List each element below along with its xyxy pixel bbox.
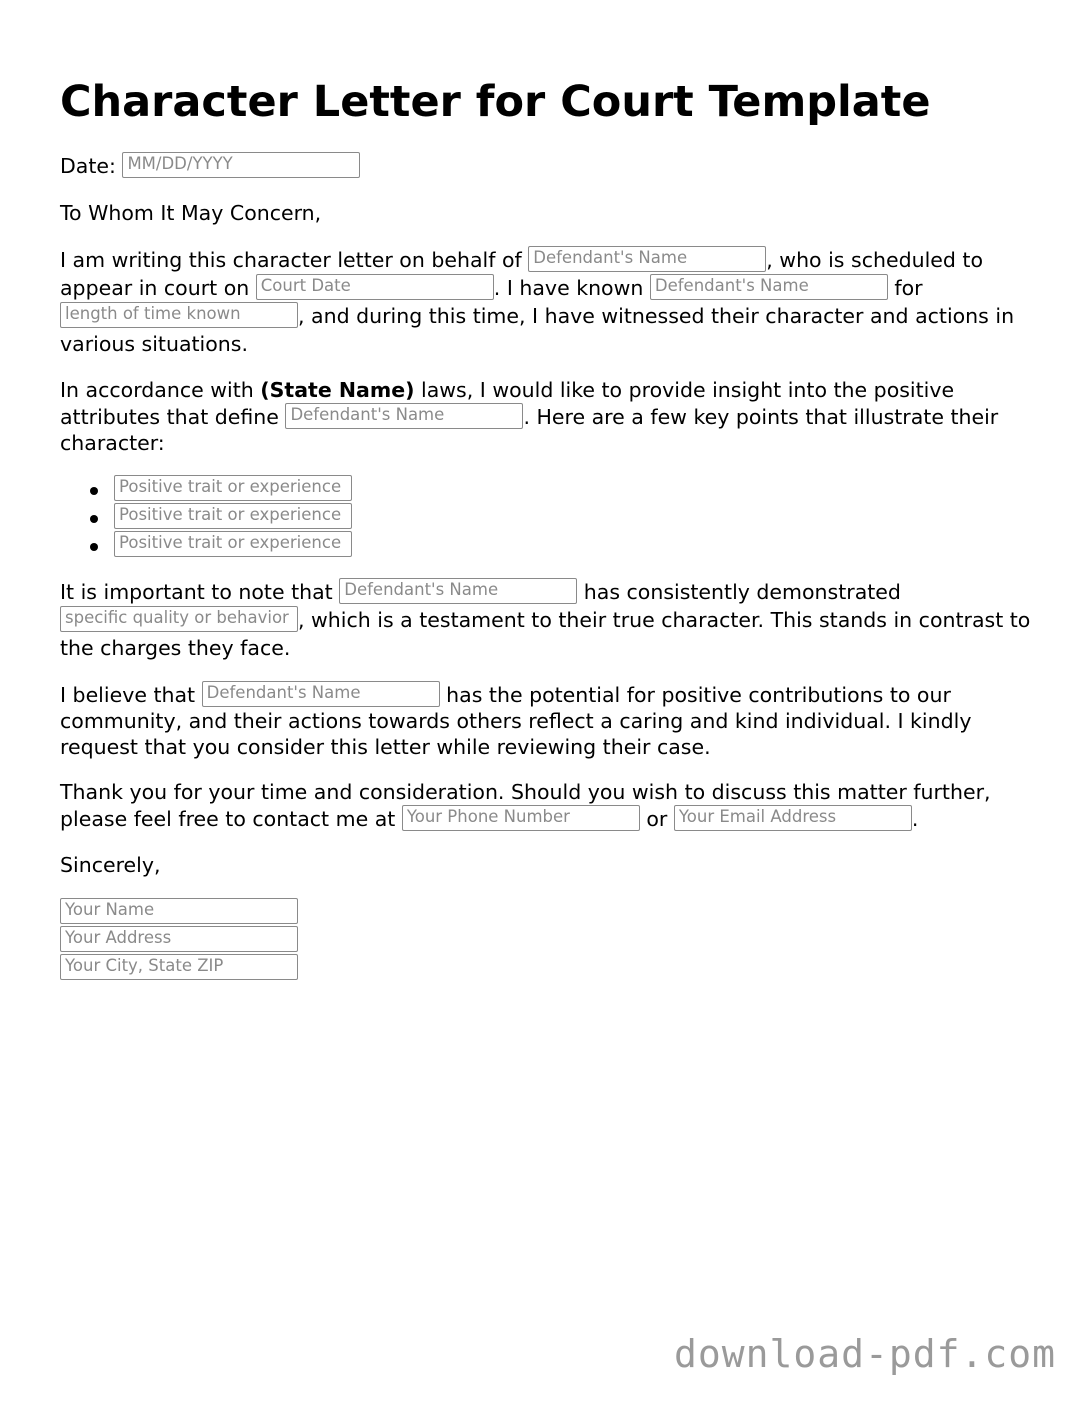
time-known-field[interactable]: length of time known [60, 302, 298, 328]
text-segment: , and during this time, I have witnessed their character and actions in various situations. [60, 304, 1015, 356]
positive-trait-field[interactable]: Positive trait or experience [114, 503, 352, 529]
page-title: Character Letter for Court Template [60, 77, 931, 127]
court-date-field[interactable]: Court Date [256, 274, 494, 300]
paragraph-attributes [60, 377, 1035, 456]
text-segment: . I have known [493, 276, 644, 300]
text-segment: . [911, 807, 919, 831]
text-segment: , which is a testament to their true character. This stands in contrast to the charges they face. [60, 608, 1031, 660]
defendant-name-field[interactable]: Defendant's Name [528, 246, 766, 272]
list-item [114, 531, 1035, 559]
positive-trait-field[interactable]: Positive trait or experience [114, 475, 352, 501]
watermark: download-pdf.com [673, 1332, 1056, 1376]
text-segment: It is important to note that [60, 580, 333, 604]
your-address-field[interactable]: Your Address [60, 926, 298, 952]
defendant-name-field[interactable]: Defendant's Name [202, 681, 440, 707]
date-line [60, 152, 1035, 180]
salutation: To Whom It May Concern, [60, 201, 322, 225]
defendant-name-field[interactable]: Defendant's Name [285, 403, 523, 429]
text-segment: laws, I would like to provide insight into the positive attributes that define [60, 378, 955, 429]
specific-quality-field[interactable]: specific quality or behavior [60, 606, 298, 632]
list-item [114, 475, 1035, 503]
paragraph-consistency [60, 578, 1035, 662]
bullet-icon [90, 487, 98, 495]
paragraph-introduction [60, 246, 1035, 358]
defendant-name-field[interactable]: Defendant's Name [650, 274, 888, 300]
list-item [114, 503, 1035, 531]
text-segment: I am writing this character letter on behalf of [60, 248, 522, 272]
text-segment: I believe that [60, 683, 196, 707]
closing: Sincerely, [60, 853, 161, 877]
state-name-text: (State Name) [260, 378, 415, 402]
text-segment: . Here are a few key points that illustrate their character: [60, 405, 999, 455]
text-segment: has the potential for positive contributions to our community, and their actions towards others reflect a caring and kind individual. I kindly request that you consider this letter while reviewing their case. [60, 683, 972, 759]
paragraph-contact [60, 779, 1035, 832]
text-segment: Thank you for your time and consideration. Should you wish to discuss this matter further, please feel free to contact me at [60, 780, 991, 831]
text-segment: , who is scheduled to appear in court on [60, 248, 983, 300]
signature-block [60, 898, 1035, 980]
positive-trait-field[interactable]: Positive trait or experience [114, 531, 352, 557]
text-segment: or [646, 807, 668, 831]
date-label: Date: [60, 154, 116, 178]
letter-body [60, 152, 1035, 982]
defendant-name-field[interactable]: Defendant's Name [339, 578, 577, 604]
email-address-field[interactable]: Your Email Address [674, 805, 912, 831]
phone-number-field[interactable]: Your Phone Number [402, 805, 640, 831]
date-field[interactable]: MM/DD/YYYY [122, 152, 360, 178]
text-segment: for [894, 276, 923, 300]
your-city-state-zip-field[interactable]: Your City, State ZIP [60, 954, 298, 980]
text-segment: has consistently demonstrated [583, 580, 901, 604]
paragraph-belief [60, 681, 1035, 760]
traits-list [60, 475, 1035, 559]
text-segment: In accordance with [60, 378, 254, 402]
bullet-icon [90, 515, 98, 523]
your-name-field[interactable]: Your Name [60, 898, 298, 924]
bullet-icon [90, 543, 98, 551]
